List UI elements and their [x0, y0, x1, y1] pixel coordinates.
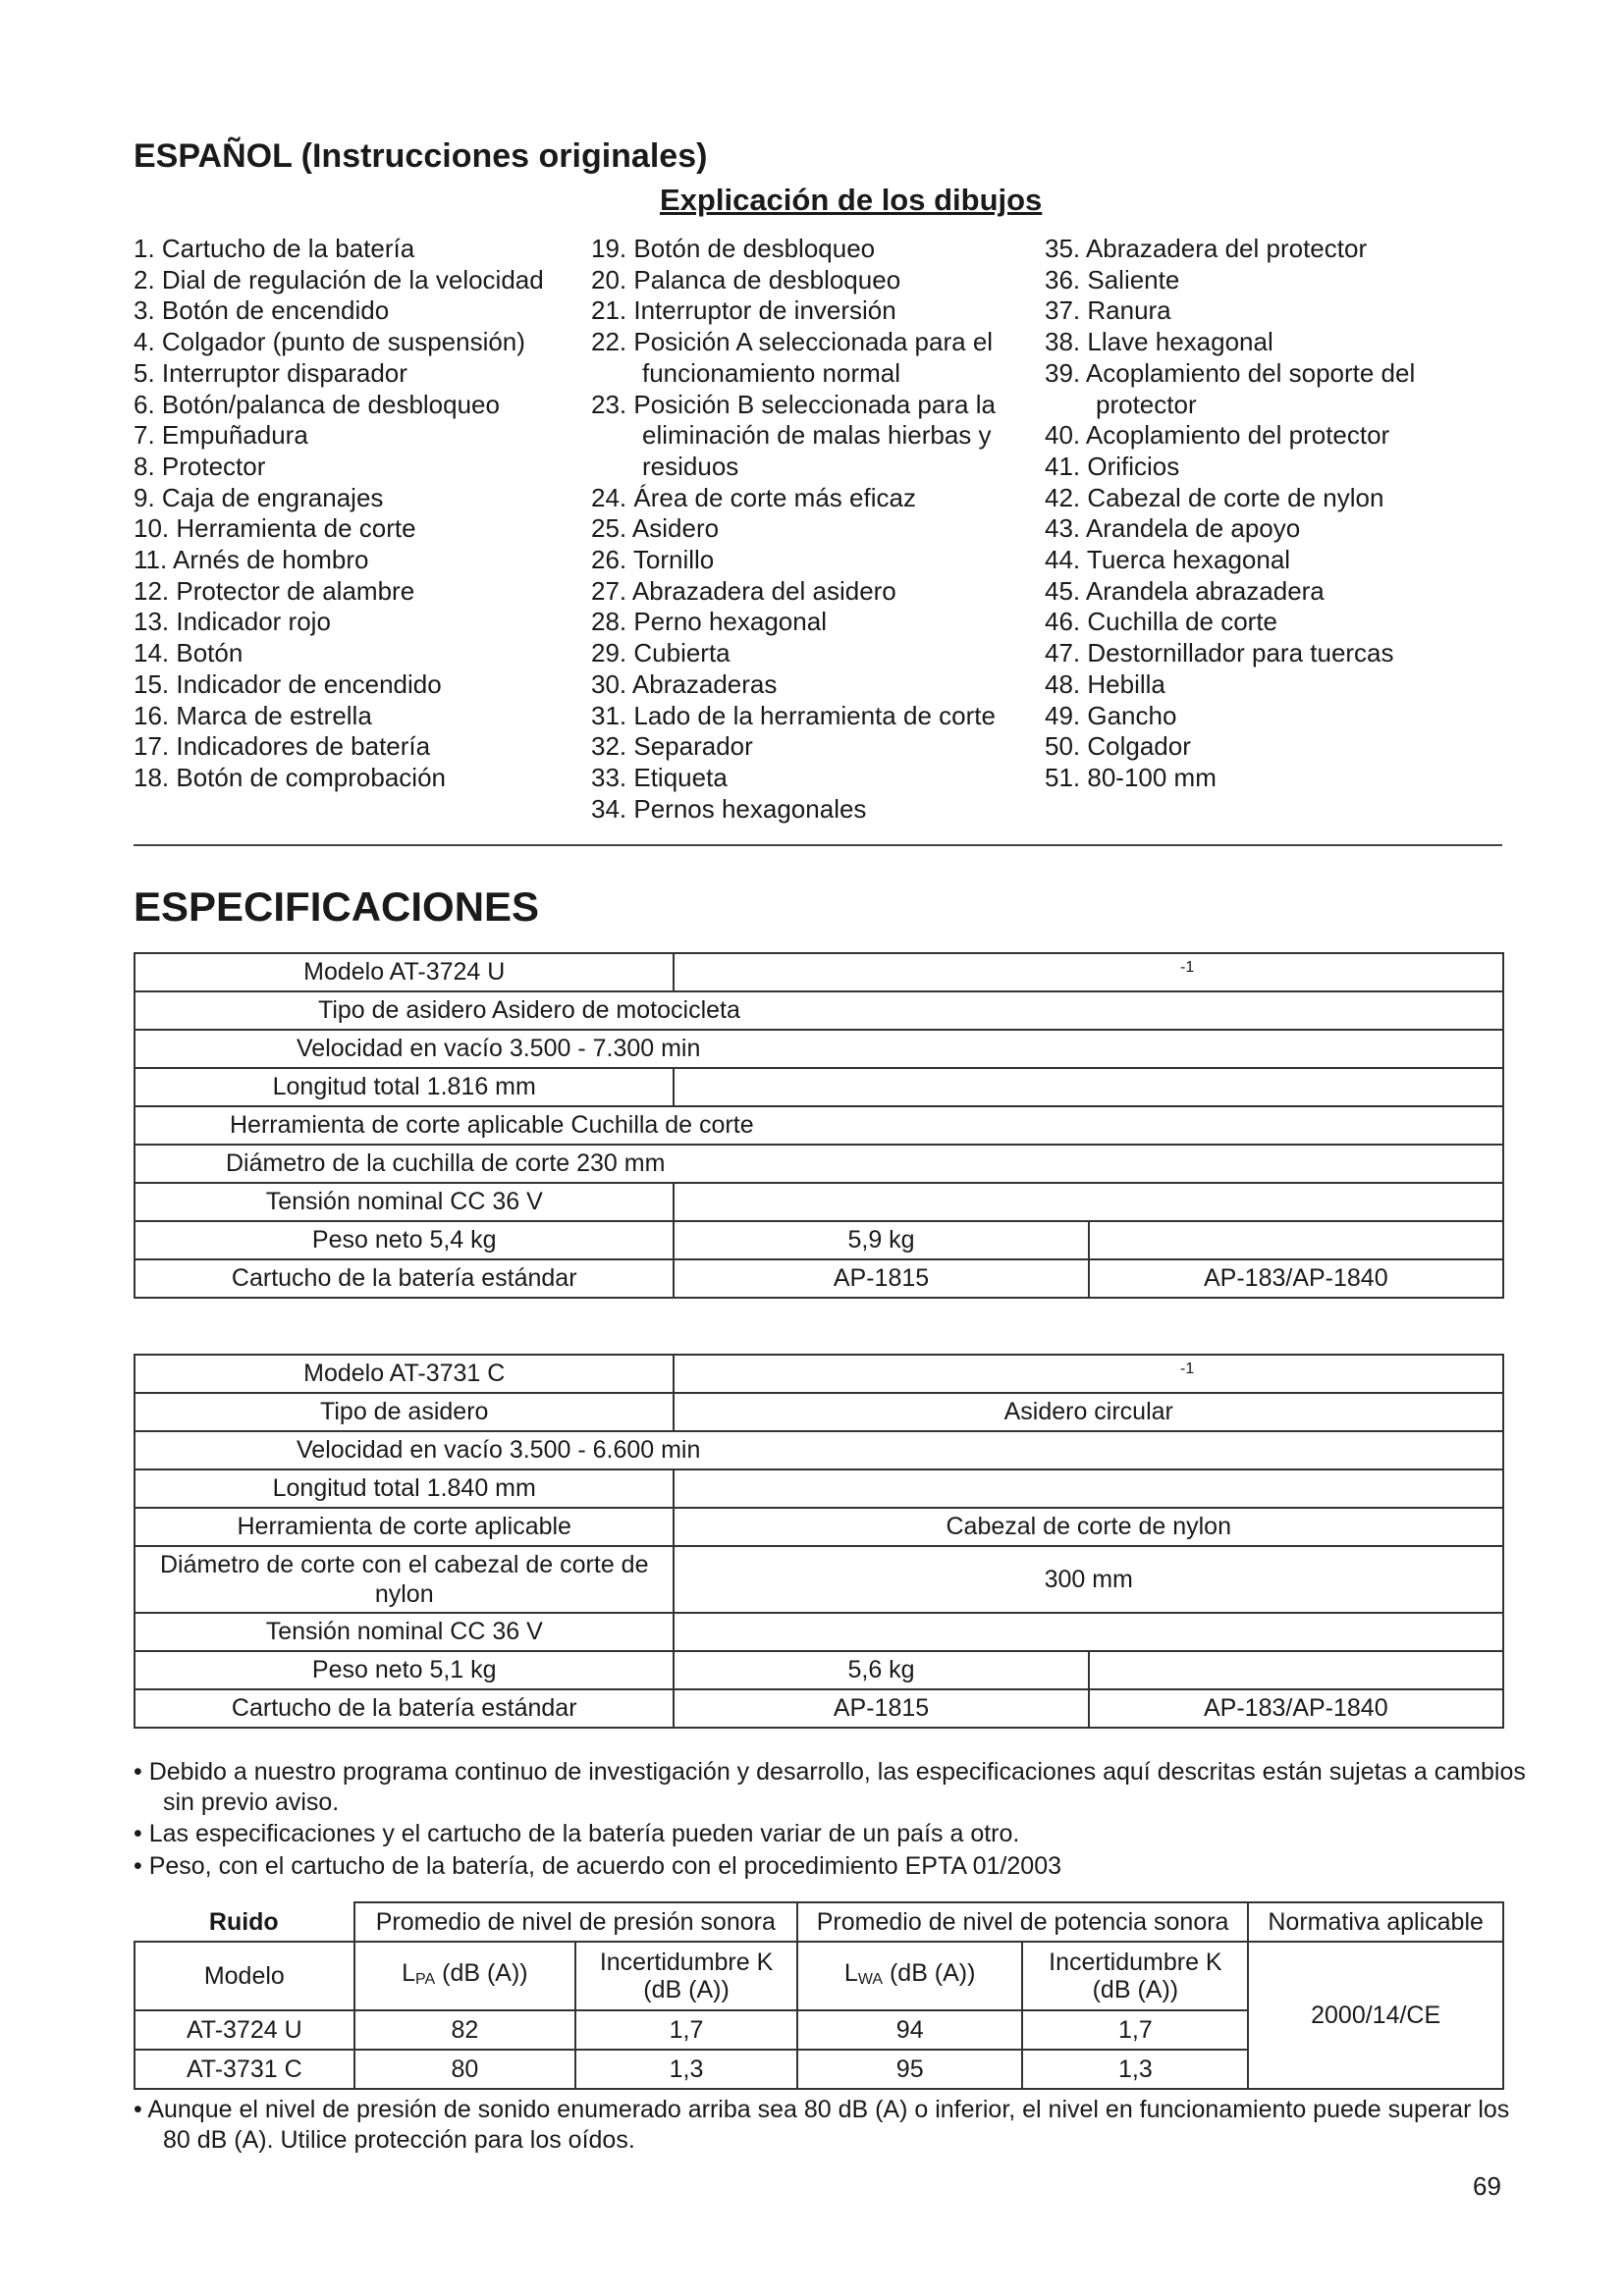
list-item: 46. Cuchilla de corte: [1045, 607, 1278, 637]
table-row: [135, 1689, 1503, 1728]
lpa-symbol: L: [402, 1958, 416, 1987]
spec-cell: [674, 1613, 1503, 1651]
note-country-variation: • Las especificaciones y el cartucho de la batería pueden variar de un país a otro.: [134, 1820, 1020, 1847]
spec-cell: Longitud total 1.816 mm: [135, 1068, 674, 1106]
noise-cell: 1,3: [1022, 2050, 1248, 2089]
list-item: 18. Botón de comprobación: [134, 762, 446, 792]
noise-normativa-value: 2000/14/CE: [1248, 1942, 1503, 2089]
divider: [134, 844, 1502, 846]
list-item: 16. Marca de estrella: [134, 700, 372, 730]
list-item: 31. Lado de la herramienta de corte: [591, 700, 996, 730]
spec-cell: [674, 1183, 1503, 1221]
spec-table-at-3731c: [134, 1354, 1504, 1729]
noise-cell: 94: [797, 2010, 1023, 2050]
list-item: 49. Gancho: [1045, 700, 1177, 730]
table-row: [135, 1068, 1503, 1106]
list-item: 42. Cabezal de corte de nylon: [1045, 482, 1384, 512]
lpa-subscript: PA: [415, 1970, 436, 1988]
list-item: 15. Indicador de encendido: [134, 668, 442, 699]
superscript: -1: [1180, 1361, 1195, 1377]
spec-cell: Tipo de asidero: [135, 1393, 674, 1431]
spec-cell: AP-183/AP-1840: [1089, 1259, 1503, 1298]
list-item: 3. Botón de encendido: [134, 295, 390, 326]
noise-header-lwa: [797, 1942, 1023, 2010]
table-row: [135, 1431, 1503, 1469]
list-item: 10. Herramienta de corte: [134, 513, 416, 544]
noise-table: [134, 1901, 1504, 2090]
page-heading: ESPAÑOL (Instrucciones originales): [134, 137, 708, 175]
noise-header-incert-2: Incertidumbre K (dB (A)): [1022, 1942, 1248, 2010]
spec-text: Velocidad en vacío 3.500 - 6.600 min: [297, 1436, 701, 1464]
spec-cell: Asidero circular: [674, 1393, 1503, 1431]
noise-cell: 82: [354, 2010, 576, 2050]
spec-cell: Cartucho de la batería estándar: [135, 1259, 674, 1298]
list-item: 45. Arandela abrazadera: [1045, 575, 1325, 606]
spec-cell: AP-1815: [674, 1259, 1088, 1298]
table-row: [135, 1508, 1503, 1546]
table-row: [135, 1259, 1503, 1298]
noise-cell: 1,7: [575, 2010, 797, 2050]
table-row: [135, 1469, 1503, 1508]
noise-cell: 95: [797, 2050, 1023, 2089]
specs-heading: ESPECIFICACIONES: [134, 883, 540, 930]
noise-header-modelo: Modelo: [135, 1942, 354, 2010]
list-item: 24. Área de corte más eficaz: [591, 482, 916, 512]
list-item: 21. Interruptor de inversión: [591, 295, 896, 326]
noise-cell: AT-3724 U: [135, 2010, 354, 2050]
list-item: 11. Arnés de hombro: [134, 545, 369, 575]
lwa-unit: (dB (A)): [883, 1958, 976, 1987]
spec-cell: Tipo de asidero Asidero de motocicleta: [135, 991, 1503, 1030]
list-item: 22. Posición A seleccionada para el funcionamiento normal: [591, 327, 994, 388]
spec-cell: 5,6 kg: [674, 1651, 1088, 1689]
spec-cell: Cabezal de corte de nylon: [674, 1508, 1503, 1546]
table-row: [135, 991, 1503, 1030]
list-item: 28. Perno hexagonal: [591, 607, 827, 637]
spec-cell: [674, 1068, 1503, 1106]
table-row: [135, 1942, 1503, 2010]
spec-cell: [1089, 1221, 1503, 1259]
list-item: 2. Dial de regulación de la velocidad: [134, 264, 544, 294]
list-item: 13. Indicador rojo: [134, 607, 331, 637]
list-item: 50. Colgador: [1045, 731, 1191, 762]
list-item: 7. Empuñadura: [134, 420, 308, 451]
spec-cell: Cartucho de la batería estándar: [135, 1689, 674, 1728]
spec-cell: Tensión nominal CC 36 V: [135, 1613, 674, 1651]
list-item: 4. Colgador (punto de suspensión): [134, 327, 525, 357]
table-row: [135, 1613, 1503, 1651]
superscript: -1: [1180, 959, 1195, 976]
table-row: [135, 1393, 1503, 1431]
noise-header-normativa: Normativa aplicable: [1248, 1902, 1503, 1942]
spec-cell: Herramienta de corte aplicable Cuchilla de corte: [135, 1106, 1503, 1145]
list-item: 36. Saliente: [1045, 264, 1180, 294]
list-item: 38. Llave hexagonal: [1045, 327, 1273, 357]
lwa-subscript: WA: [857, 1970, 884, 1988]
list-item: 14. Botón: [134, 638, 244, 668]
spec-cell: Modelo AT-3731 C: [135, 1355, 674, 1393]
parts-list-column-2: [591, 234, 1043, 825]
table-row: [135, 1145, 1503, 1183]
spec-cell: [674, 1355, 1503, 1393]
spec-cell: [674, 953, 1503, 991]
spec-cell: AP-183/AP-1840: [1089, 1689, 1503, 1728]
noise-cell: AT-3731 C: [135, 2050, 354, 2089]
list-item: 33. Etiqueta: [591, 762, 728, 792]
spec-cell: Peso neto 5,4 kg: [135, 1221, 674, 1259]
list-item: 44. Tuerca hexagonal: [1045, 545, 1291, 575]
spec-cell: Herramienta de corte aplicable: [135, 1508, 674, 1546]
noise-cell: 1,3: [575, 2050, 797, 2089]
spec-table-at-3724u: [134, 952, 1504, 1299]
parts-list-column-1: [134, 234, 585, 794]
noise-header-presion: Promedio de nivel de presión sonora: [354, 1902, 797, 1942]
list-item: 20. Palanca de desbloqueo: [591, 264, 901, 294]
list-item: 9. Caja de engranajes: [134, 482, 384, 512]
page-number: 69: [1473, 2171, 1501, 2201]
table-row: [135, 1902, 1503, 1942]
list-item: 51. 80-100 mm: [1045, 762, 1217, 792]
table-row: [135, 1183, 1503, 1221]
section-title: Explicación de los dibujos: [660, 183, 1043, 217]
table-row: [135, 1106, 1503, 1145]
spec-cell: [674, 1469, 1503, 1508]
list-item: 32. Separador: [591, 731, 753, 762]
list-item: 35. Abrazadera del protector: [1045, 234, 1368, 263]
spec-cell: Diámetro de la cuchilla de corte 230 mm: [135, 1145, 1503, 1183]
spec-cell: Longitud total 1.840 mm: [135, 1469, 674, 1508]
table-row: [135, 1030, 1503, 1068]
list-item: 29. Cubierta: [591, 638, 731, 668]
list-item: 41. Orificios: [1045, 451, 1180, 481]
table-row: [135, 1221, 1503, 1259]
list-item: 5. Interruptor disparador: [134, 357, 407, 388]
lwa-symbol: L: [843, 1958, 858, 1987]
list-item: 8. Protector: [134, 451, 266, 481]
lpa-unit: (dB (A)): [435, 1958, 528, 1987]
list-item: 1. Cartucho de la batería: [134, 234, 415, 263]
noise-header-incert-1: Incertidumbre K (dB (A)): [575, 1942, 797, 2010]
noise-cell: 1,7: [1022, 2010, 1248, 2050]
list-item: 39. Acoplamiento del soporte del protector: [1045, 357, 1416, 419]
list-item: 37. Ranura: [1045, 295, 1171, 326]
noise-cell: 80: [354, 2050, 576, 2089]
list-item: 47. Destornillador para tuercas: [1045, 638, 1394, 668]
list-item: 26. Tornillo: [591, 545, 715, 575]
spec-cell: 5,9 kg: [674, 1221, 1088, 1259]
list-item: 30. Abrazaderas: [591, 668, 778, 699]
spec-cell: AP-1815: [674, 1689, 1088, 1728]
spec-cell: Modelo AT-3724 U: [135, 953, 674, 991]
note-epta-weight: • Peso, con el cartucho de la batería, de acuerdo con el procedimiento EPTA 01/2003: [134, 1852, 1061, 1880]
list-item: 43. Arandela de apoyo: [1045, 513, 1301, 544]
spec-text: Velocidad en vacío 3.500 - 7.300 min: [297, 1035, 701, 1062]
table-row: [135, 1651, 1503, 1689]
list-item: 6. Botón/palanca de desbloqueo: [134, 389, 500, 419]
spec-cell: Peso neto 5,1 kg: [135, 1651, 674, 1689]
list-item: 23. Posición B seleccionada para la eliminación de malas hierbas y residuos: [591, 389, 996, 481]
noise-header-lpa: [354, 1942, 576, 2010]
table-row: [135, 1355, 1503, 1393]
spec-cell: Tensión nominal CC 36 V: [135, 1183, 674, 1221]
list-item: 27. Abrazadera del asidero: [591, 575, 896, 606]
list-item: 48. Hebilla: [1045, 668, 1165, 699]
spec-cell: Diámetro de corte con el cabezal de corte de nylon: [135, 1546, 674, 1613]
list-item: 19. Botón de desbloqueo: [591, 234, 876, 263]
table-row: [135, 1546, 1503, 1613]
list-item: 34. Pernos hexagonales: [591, 793, 867, 824]
noise-header-potencia: Promedio de nivel de potencia sonora: [797, 1902, 1248, 1942]
spec-cell: [1089, 1651, 1503, 1689]
list-item: 17. Indicadores de batería: [134, 731, 431, 762]
table-row: [135, 953, 1503, 991]
noise-header-ruido: Ruido: [208, 1907, 279, 1936]
parts-list-column-3: [1045, 234, 1506, 794]
spec-cell: 300 mm: [674, 1546, 1503, 1613]
list-item: 12. Protector de alambre: [134, 575, 415, 606]
note-hearing-protection: • Aunque el nivel de presión de sonido enumerado arriba sea 80 dB (A) o inferior, el nivel en funcionamiento puede superar los 80 dB (A). Utilice protección para los oídos.: [134, 2096, 1510, 2154]
note-specifications-change: • Debido a nuestro programa continuo de investigación y desarrollo, las especificaciones aquí descritas están sujetas a cambios sin previo aviso.: [134, 1758, 1526, 1816]
list-item: 40. Acoplamiento del protector: [1045, 420, 1390, 451]
list-item: 25. Asidero: [591, 513, 720, 544]
